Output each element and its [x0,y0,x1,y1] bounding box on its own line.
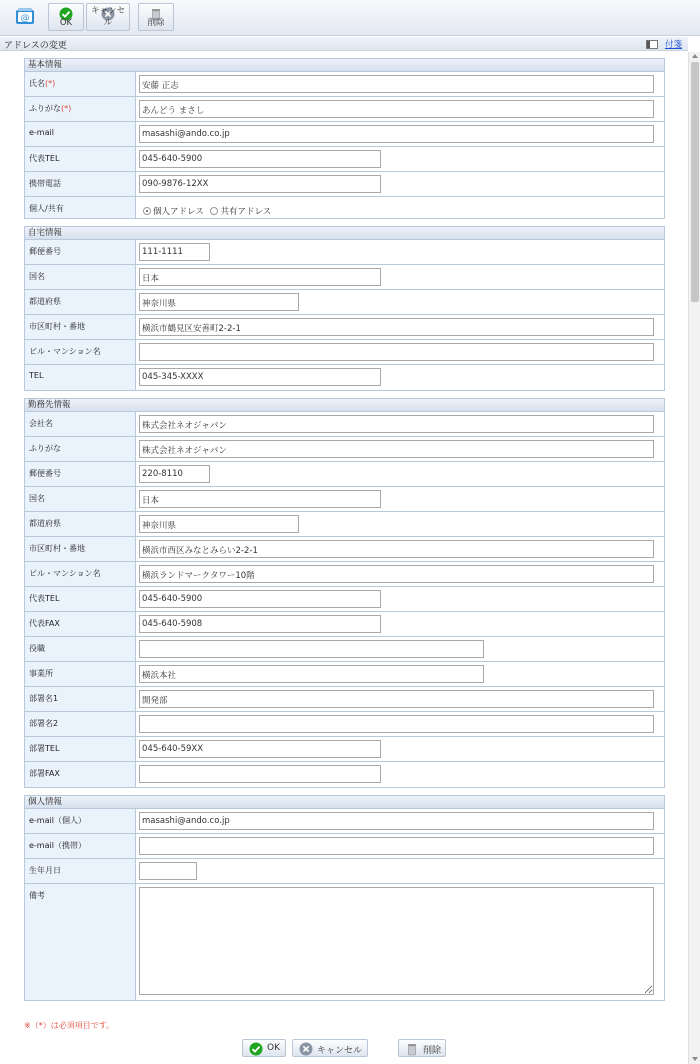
sticky-note-icon[interactable] [646,40,658,49]
home-pref-input[interactable]: 神奈川県 [139,293,299,311]
share-label: 個人/共有 [25,197,136,218]
office-label: 事業所 [25,662,136,686]
row-work-zip [25,462,664,487]
row-work-fax [25,612,664,637]
row-home-city [25,315,664,340]
row-email [25,122,664,147]
city-label: 市区町村・番地 [25,315,136,339]
dept1-label: 部署名1 [25,687,136,711]
tel-label: TEL [25,365,136,390]
row-company-kana [25,437,664,462]
row-home-country [25,265,664,290]
dob-input[interactable] [139,862,197,880]
company-input[interactable]: 株式会社ネオジャパン [139,415,654,433]
delete-button[interactable] [138,3,174,31]
home-tel-input[interactable]: 045-345-XXXX [139,368,381,386]
title-bar [0,37,688,51]
scrollbar[interactable] [688,52,700,1064]
shared-option-label[interactable]: 共有アドレス [220,207,272,217]
dob-label: 生年月日 [25,859,136,883]
kana-label: ふりがな [29,104,61,113]
bottom-delete-button[interactable] [398,1039,446,1057]
field-label [25,97,136,121]
dept-tel-input[interactable]: 045-640-59XX [139,740,381,758]
row-job-title [25,637,664,662]
required-mark: (*) [45,79,56,88]
dept2-label: 部署名2 [25,712,136,736]
dept-tel-label: 部署TEL [25,737,136,761]
cancel-button[interactable] [86,3,130,31]
ok-label: OK [267,1043,280,1053]
toolbar [0,0,700,36]
country-label: 国名 [25,265,136,289]
fax-label: 代表FAX [25,612,136,636]
row-home-tel [25,365,664,390]
building-label: ビル・マンション名 [25,340,136,364]
dept2-input[interactable] [139,715,654,733]
email-input[interactable]: masashi@ando.co.jp [139,125,654,143]
page-title: アドレスの変更 [4,41,67,51]
pref-label: 都道府県 [25,512,136,536]
section-personal [24,795,665,1001]
mobile-email-label: e-mail（携帯） [25,834,136,858]
row-company [25,412,664,437]
home-country-input[interactable]: 日本 [139,268,381,286]
dept-fax-input[interactable] [139,765,381,783]
row-dept2 [25,712,664,737]
kana-input[interactable]: あんどう まさし [139,100,654,118]
office-input[interactable]: 横浜本社 [139,665,484,683]
job-title-label: 役職 [25,637,136,661]
row-office [25,662,664,687]
required-note: ※（*）は必須項目です。 [24,1021,115,1030]
dept1-input[interactable]: 開発部 [139,690,654,708]
trash-icon [405,1042,419,1056]
home-building-input[interactable] [139,343,654,361]
bottom-cancel-button[interactable] [292,1039,368,1057]
memo-label: 備考 [25,884,136,1000]
name-label: 氏名 [29,79,45,88]
kana-label: ふりがな [25,437,136,461]
sticky-note-link[interactable]: 付箋 [664,40,682,50]
row-work-building [25,562,664,587]
personal-email-label: e-mail（個人） [25,809,136,833]
row-dob [25,859,664,884]
cancel-label: キャンセル [90,6,125,28]
work-fax-input[interactable]: 045-640-5908 [139,615,381,633]
dept-fax-label: 部署FAX [25,762,136,787]
memo-textarea[interactable] [139,887,654,995]
row-memo [25,884,664,1000]
row-mobile-email [25,834,664,859]
mobile-label: 携帯電話 [25,172,136,196]
section-work [24,398,665,788]
work-country-input[interactable]: 日本 [139,490,381,508]
ok-label: OK [59,18,73,28]
radio-shared[interactable] [210,207,218,215]
delete-label: 削除 [423,1046,442,1056]
section-header: 自宅情報 [25,227,664,240]
cancel-icon [299,1042,313,1056]
country-label: 国名 [25,487,136,511]
row-dept-tel [25,737,664,762]
check-icon [249,1042,263,1056]
section-header: 勤務先情報 [25,399,664,412]
work-pref-input[interactable]: 神奈川県 [139,515,299,533]
svg-text:@: @ [20,13,30,24]
bottom-ok-button[interactable] [242,1039,286,1057]
zip-label: 郵便番号 [25,462,136,486]
building-label: ビル・マンション名 [25,562,136,586]
work-building-input[interactable]: 横浜ランドマークタワー10階 [139,565,654,583]
tel-label: 代表TEL [25,147,136,171]
tel-input[interactable]: 045-640-5900 [139,150,381,168]
name-input[interactable]: 安藤 正志 [139,75,654,93]
required-mark: (*) [61,104,72,113]
mobile-input[interactable]: 090-9876-12XX [139,175,381,193]
row-work-city [25,537,664,562]
cancel-label: キャンセル [317,1046,363,1056]
work-tel-input[interactable]: 045-640-5900 [139,590,381,608]
radio-personal[interactable] [143,207,151,215]
work-city-input[interactable]: 横浜市西区みなとみらい2-2-1 [139,540,654,558]
row-home-zip [25,240,664,265]
home-city-input[interactable]: 横浜市鶴見区安善町2-2-1 [139,318,654,336]
address-book-icon[interactable] [10,3,38,31]
row-home-building [25,340,664,365]
row-dept-fax [25,762,664,787]
scrollbar-thumb[interactable] [691,62,699,302]
section-header: 個人情報 [25,796,664,809]
personal-email-input[interactable]: masashi@ando.co.jp [139,812,654,830]
row-share [25,197,664,218]
tel-label: 代表TEL [25,587,136,611]
address-form [24,58,665,1008]
row-tel [25,147,664,172]
city-label: 市区町村・番地 [25,537,136,561]
row-mobile [25,172,664,197]
row-home-pref [25,290,664,315]
section-home [24,226,665,391]
company-label: 会社名 [25,412,136,436]
zip-label: 郵便番号 [25,240,136,264]
row-personal-email [25,809,664,834]
ok-button[interactable] [48,3,84,31]
row-work-country [25,487,664,512]
row-work-pref [25,512,664,537]
row-work-tel [25,587,664,612]
delete-label: 削除 [147,18,165,28]
scroll-down-icon[interactable] [692,1057,698,1061]
home-zip-input[interactable]: 111-1111 [139,243,210,261]
row-kana [25,97,664,122]
mobile-email-input[interactable] [139,837,654,855]
company-kana-input[interactable]: 株式会社ネオジャパン [139,440,654,458]
scroll-up-icon[interactable] [692,54,698,58]
personal-option-label[interactable]: 個人アドレス [153,207,204,217]
work-zip-input[interactable]: 220-8110 [139,465,210,483]
field-label [25,72,136,96]
email-label: e-mail [25,122,136,146]
row-name [25,72,664,97]
pref-label: 都道府県 [25,290,136,314]
job-title-input[interactable] [139,640,484,658]
row-dept1 [25,687,664,712]
section-basic [24,58,665,219]
section-header: 基本情報 [25,59,664,72]
